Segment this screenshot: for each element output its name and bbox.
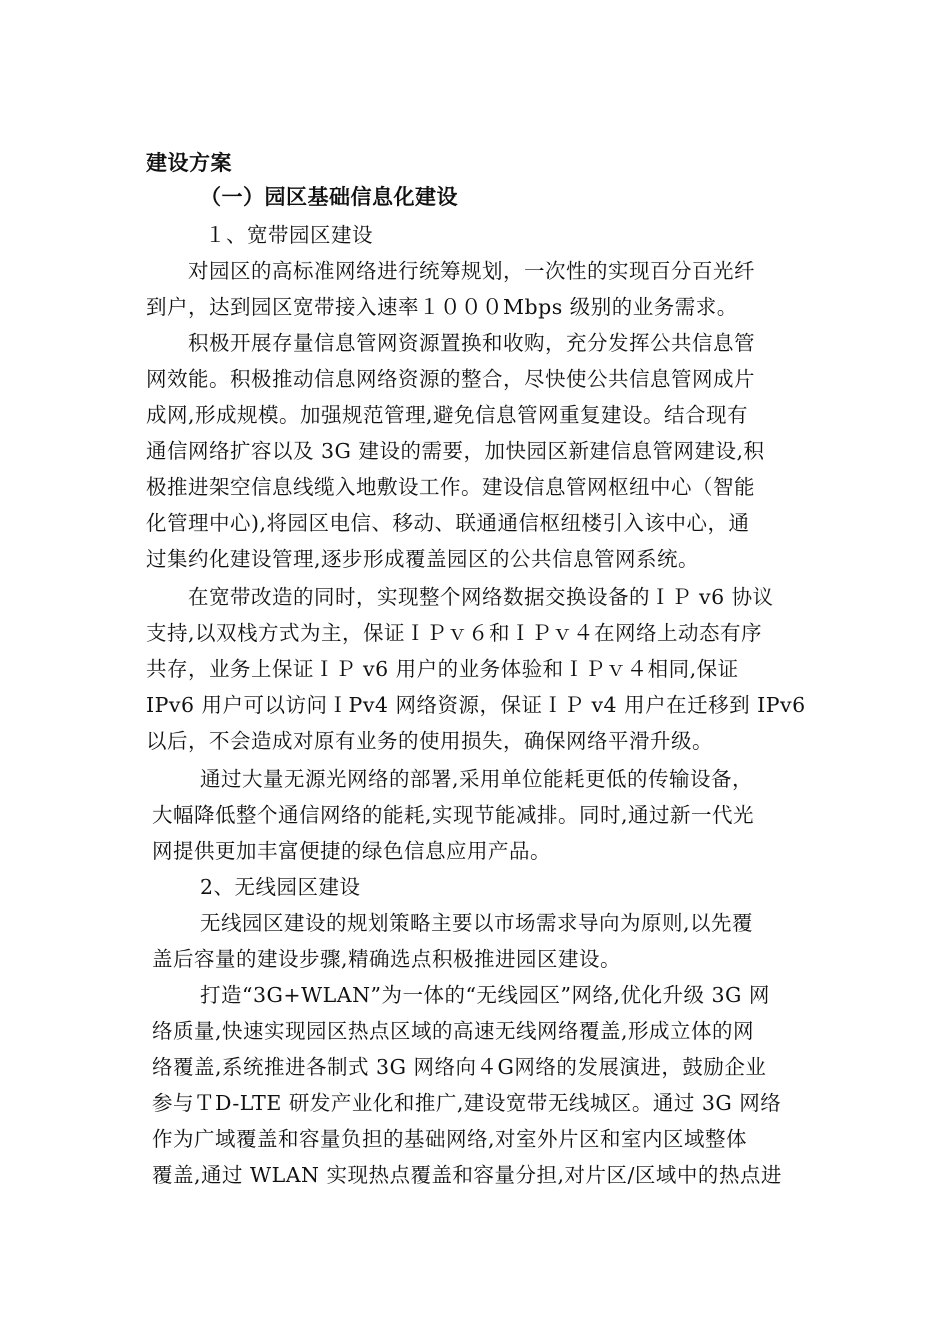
- paragraph-line: 大幅降低整个通信网络的能耗,实现节能减排。同时,通过新一代光: [152, 803, 755, 827]
- paragraph-line: 络覆盖,系统推进各制式 3G 网络向４G网络的发展演进，鼓励企业: [152, 1055, 767, 1079]
- paragraph-line: 过集约化建设管理,逐步形成覆盖园区的公共信息管网系统。: [146, 547, 700, 571]
- paragraph-line: 覆盖,通过 WLAN 实现热点覆盖和容量分担,对片区/区域中的热点进: [152, 1163, 782, 1187]
- paragraph-line: 网效能。积极推动信息网络资源的整合，尽快使公共信息管网成片: [146, 367, 755, 391]
- subsection-heading: 2、无线园区建设: [200, 875, 361, 899]
- paragraph-line: 通信网络扩容以及 3G 建设的需要，加快园区新建信息管网建设,积: [146, 439, 765, 463]
- paragraph-line: 参与ＴD-LTE 研发产业化和推广,建设宽带无线城区。通过 3G 网络: [152, 1091, 782, 1115]
- subsection-heading: １、宽带园区建设: [205, 223, 373, 247]
- paragraph-line: 网提供更加丰富便捷的绿色信息应用产品。: [152, 839, 551, 863]
- paragraph-line: 成网,形成规模。加强规范管理,避免信息管网重复建设。结合现有: [146, 403, 749, 427]
- paragraph-line: 盖后容量的建设步骤,精确选点积极推进园区建设。: [152, 947, 622, 971]
- paragraph-line: 积极开展存量信息管网资源置换和收购，充分发挥公共信息管: [188, 331, 755, 355]
- paragraph-line: 无线园区建设的规划策略主要以市场需求导向为原则,以先覆: [200, 911, 754, 935]
- paragraph-line: 共存，业务上保证ＩＰ v6 用户的业务体验和ＩＰｖ４相同,保证: [146, 657, 739, 681]
- paragraph-line: 作为广域覆盖和容量负担的基础网络,对室外片区和室内区域整体: [152, 1127, 748, 1151]
- section-heading: （一）园区基础信息化建设: [200, 185, 458, 209]
- paragraph-line: 在宽带改造的同时，实现整个网络数据交换设备的ＩＰ v6 协议: [188, 585, 774, 609]
- paragraph-line: 通过大量无源光网络的部署,采用单位能耗更低的传输设备，: [200, 767, 754, 791]
- paragraph-line: 化管理中心),将园区电信、移动、联通通信枢纽楼引入该中心，通: [146, 511, 750, 535]
- paragraph-line: 络质量,快速实现园区热点区域的高速无线网络覆盖,形成立体的网: [152, 1019, 755, 1043]
- paragraph-line: 对园区的高标准网络进行统筹规划，一次性的实现百分百光纤: [188, 259, 755, 283]
- paragraph-line: 支持,以双栈方式为主，保证ＩＰｖ６和ＩＰｖ４在网络上动态有序: [146, 621, 763, 645]
- paragraph-line: 到户，达到园区宽带接入速率１０００Mbps 级别的业务需求。: [146, 295, 738, 319]
- paragraph-line: 极推进架空信息线缆入地敷设工作。建设信息管网枢纽中心（智能: [146, 475, 755, 499]
- paragraph-line: IPv6 用户可以访问ＩPv4 网络资源，保证ＩＰ v4 用户在迁移到 IPv6: [146, 693, 806, 717]
- paragraph-line: 打造“3G+WLAN”为一体的“无线园区”网络,优化升级 3G 网: [200, 983, 770, 1007]
- paragraph-line: 以后，不会造成对原有业务的使用损失，确保网络平滑升级。: [146, 729, 713, 753]
- document-title: 建设方案: [146, 151, 232, 175]
